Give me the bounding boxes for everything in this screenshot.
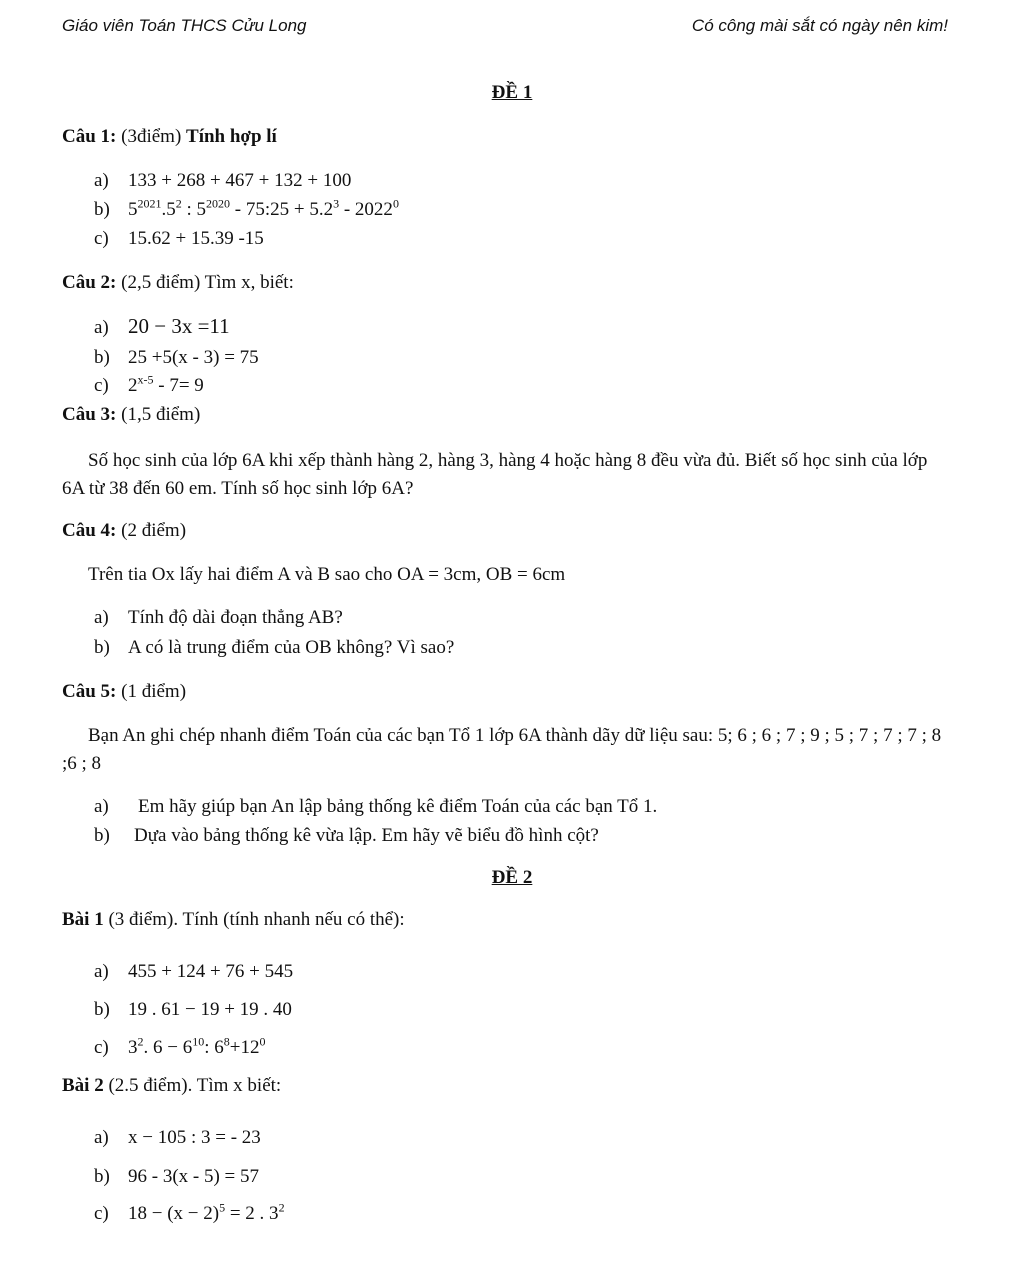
item-text: 455 + 124 + 76 + 545 [128, 961, 294, 982]
exercise-2b [94, 1166, 259, 1189]
item-text: Em hãy giúp bạn An lập bảng thống kê điểm Toán của các bạn Tổ 1. [138, 796, 658, 817]
item-label: c) [94, 1203, 109, 1224]
item-text: Tính độ dài đoạn thẳng AB? [128, 607, 343, 628]
question-4-intro: Trên tia Ox lấy hai điểm A và B sao cho OA = 3cm, OB = 6cm [88, 564, 566, 585]
expr-part: - 2022 [339, 199, 393, 220]
expr-exponent: 3 [333, 196, 340, 211]
question-5-label: Câu 5: [62, 681, 117, 702]
page-header [62, 16, 948, 36]
expression [128, 1034, 266, 1058]
question-2b [94, 347, 259, 370]
item-label: a) [94, 170, 109, 191]
item-label: b) [94, 199, 110, 220]
expr-exponent: 0 [259, 1034, 266, 1049]
expr-part: = 2 . 3 [225, 1203, 279, 1224]
item-label: b) [94, 1166, 110, 1187]
question-3-heading [62, 404, 200, 427]
item-text: 19 . 61 − 19 + 19 . 40 [128, 999, 292, 1020]
question-2-label: Câu 2: [62, 272, 117, 293]
question-3-points: (1,5 điểm) [116, 404, 201, 425]
exercise-1c [94, 1034, 266, 1060]
expr-part: : 6 [204, 1037, 224, 1058]
item-label: a) [94, 1127, 109, 1148]
item-text: Dựa vào bảng thống kê vừa lập. Em hãy vẽ biểu đồ hình cột? [134, 825, 599, 846]
item-label: b) [94, 999, 110, 1020]
expr-exponent: 2020 [206, 196, 231, 211]
item-label: b) [94, 347, 110, 368]
question-2a [94, 314, 230, 340]
question-1c [94, 228, 264, 251]
item-text: A có là trung điểm của OB không? Vì sao? [128, 637, 455, 658]
item-text: 15.62 + 15.39 -15 [128, 228, 264, 249]
expr-exponent: 10 [192, 1034, 205, 1049]
expr-part: - 7= 9 [153, 375, 204, 396]
question-5-heading [62, 681, 186, 704]
question-2-points: (2,5 điểm) Tìm x, biết: [116, 272, 294, 293]
expr-part: . 6 − 6 [143, 1037, 193, 1058]
question-1b [94, 196, 399, 222]
question-2-heading [62, 272, 294, 295]
item-text: x − 105 : 3 = - 23 [128, 1127, 261, 1148]
exercise-2-heading [62, 1075, 281, 1098]
exam-title-1: ĐỀ 1 [491, 82, 533, 103]
item-label: b) [94, 825, 110, 846]
expr-part: 5 [128, 199, 138, 220]
expr-part: +12 [229, 1037, 260, 1058]
exercise-2-rest: (2.5 điểm). Tìm x biết: [103, 1075, 282, 1096]
item-label: a) [94, 796, 109, 817]
exam-title-2: ĐỀ 2 [491, 867, 533, 888]
exercise-1-rest: (3 điểm). Tính (tính nhanh nếu có thể): [103, 909, 405, 930]
exercise-2a [94, 1127, 261, 1150]
question-4a [94, 607, 343, 630]
question-1-heading [62, 126, 277, 149]
expr-exponent: 2021 [137, 196, 162, 211]
expr-exponent: 2 [175, 196, 182, 211]
question-2c [94, 372, 204, 398]
question-1-task: Tính hợp lí [186, 126, 277, 147]
exercise-2-label: Bài 2 [62, 1075, 104, 1096]
expression [128, 372, 204, 396]
expr-exponent: 8 [223, 1034, 230, 1049]
question-4-heading [62, 520, 186, 543]
expr-exponent: 2 [278, 1200, 285, 1215]
question-5-text: Bạn An ghi chép nhanh điểm Toán của các bạn Tổ 1 lớp 6A thành dãy dữ liệu sau: 5; 6 ; 6 ; 7 ; 9 ; 5 ; 7 ; 7 ; 7 ; 8 ;6 ; 8 [62, 725, 942, 774]
expr-part: 3 [128, 1037, 138, 1058]
expr-exponent: 5 [219, 1200, 226, 1215]
expression [128, 196, 399, 220]
item-label: c) [94, 228, 109, 249]
exercise-1a [94, 961, 293, 984]
item-label: b) [94, 637, 110, 658]
item-label: a) [94, 961, 109, 982]
header-teacher: Giáo viên Toán THCS Cửu Long [62, 16, 307, 35]
question-5-points: (1 điểm) [116, 681, 187, 702]
expression [128, 1200, 285, 1224]
question-1-points: (3điểm) [116, 126, 187, 147]
header-motto: Có công mài sắt có ngày nên kim! [691, 16, 948, 35]
question-5a [94, 796, 657, 819]
item-label: c) [94, 1037, 109, 1058]
item-label: a) [94, 607, 109, 628]
expr-exponent: 2 [137, 1034, 144, 1049]
expr-part: : 5 [181, 199, 207, 220]
question-1a [94, 170, 351, 193]
exercise-1b [94, 999, 292, 1022]
expr-exponent: x-5 [137, 372, 154, 387]
expr-part: 18 − (x − 2) [128, 1203, 220, 1224]
item-text: 20 − 3x =11 [128, 314, 230, 338]
expr-part: 2 [128, 375, 138, 396]
expr-part: - 75:25 + 5.2 [230, 199, 334, 220]
question-3-text: Số học sinh của lớp 6A khi xếp thành hàng 2, hàng 3, hàng 4 hoặc hàng 8 đều vừa đủ. Biết số học sinh của lớp 6A từ 38 đến 60 em. Tính số học sinh lớp 6A? [62, 450, 928, 499]
question-1-label: Câu 1: [62, 126, 117, 147]
expr-part: .5 [161, 199, 176, 220]
question-4b [94, 637, 454, 660]
exercise-1-label: Bài 1 [62, 909, 104, 930]
item-label: c) [94, 375, 109, 396]
question-5b [94, 825, 599, 848]
question-3-label: Câu 3: [62, 404, 117, 425]
item-text: 133 + 268 + 467 + 132 + 100 [128, 170, 352, 191]
item-text: 25 +5(x - 3) = 75 [128, 347, 259, 368]
question-4-label: Câu 4: [62, 520, 117, 541]
exercise-2c [94, 1200, 285, 1226]
question-4-points: (2 điểm) [116, 520, 187, 541]
item-label: a) [94, 317, 109, 338]
item-text: 96 - 3(x - 5) = 57 [128, 1166, 260, 1187]
expr-exponent: 0 [392, 196, 399, 211]
exercise-1-heading [62, 909, 405, 932]
